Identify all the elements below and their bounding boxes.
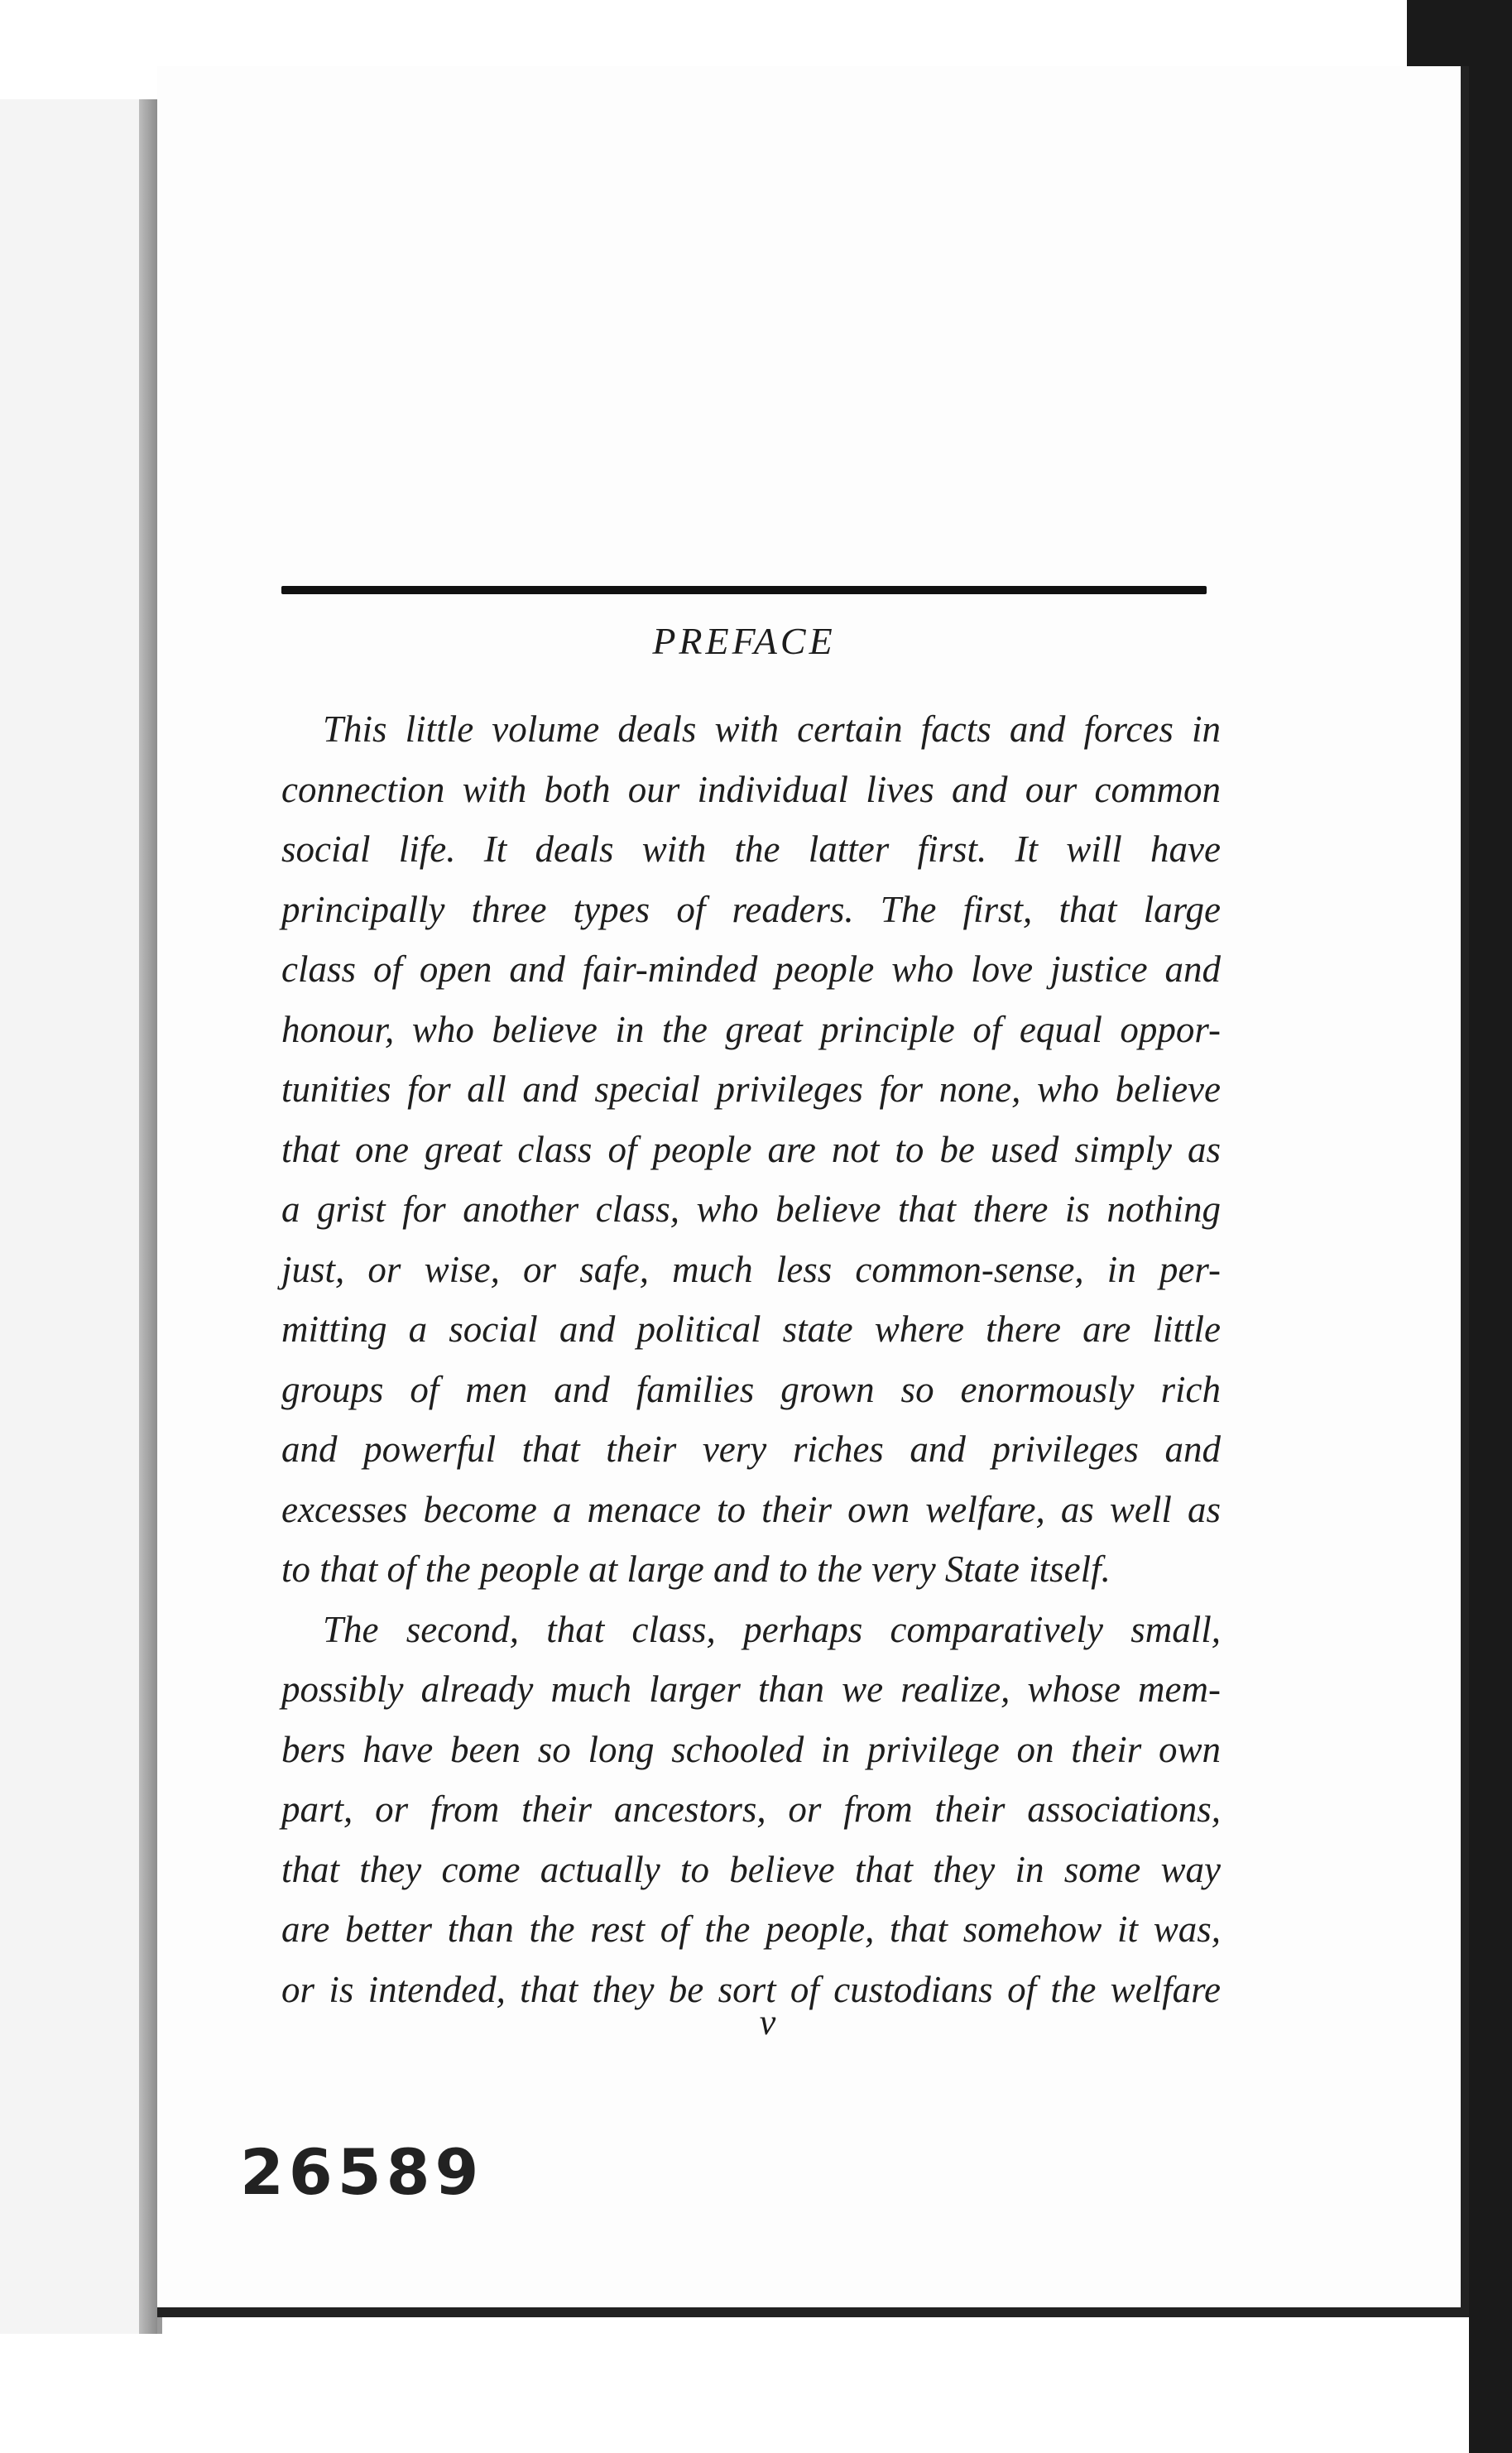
text-line: principally three types of readers. The first, that large [281, 888, 1221, 930]
text-line: to that of the people at large and to the very State itself. [281, 1548, 1111, 1590]
page-title: PREFACE [652, 620, 836, 662]
text-line: a grist for another class, who believe that there is nothing [281, 1188, 1221, 1230]
book-spine [139, 99, 157, 2334]
text-line: possibly already much larger than we realize, whose mem- [281, 1668, 1221, 1710]
text-line: just, or wise, or safe, much less common-sense, in per- [281, 1248, 1221, 1290]
previous-page-edge [0, 99, 162, 2334]
text-line: or is intended, that they be sort of custodians of the welfare [281, 1968, 1221, 2010]
text-line: tunities for all and special privileges for none, who believe [281, 1068, 1221, 1110]
heading-rule [281, 586, 1207, 594]
text-line: and powerful that their very riches and privileges and [281, 1428, 1221, 1470]
text-line: are better than the rest of the people, that somehow it was, [281, 1908, 1221, 1950]
background-edge [1469, 0, 1512, 2453]
text-line: mitting a social and political state where there are little [281, 1308, 1221, 1350]
text-line: bers have been so long schooled in privilege on their own [281, 1728, 1221, 1770]
text-line: groups of men and families grown so enormously rich [281, 1368, 1221, 1410]
text-line: class of open and fair-minded people who love justice and [281, 948, 1221, 990]
text-line: connection with both our individual lives and our common [281, 768, 1221, 810]
text-line: that they come actually to believe that they in some way [281, 1848, 1221, 1890]
text-line: social life. It deals with the latter first. It will have [281, 828, 1221, 870]
text-line: honour, who believe in the great principle of equal oppor- [281, 1008, 1221, 1050]
text-line: The second, that class, perhaps comparatively small, [323, 1608, 1221, 1650]
text-line: that one great class of people are not to be used simply as [281, 1128, 1221, 1170]
accession-stamp: 26589 [240, 2135, 484, 2209]
preface-body [281, 699, 1221, 2019]
text-line: This little volume deals with certain facts and forces in [323, 708, 1221, 750]
text-line: part, or from their ancestors, or from their associations, [281, 1788, 1221, 1830]
text-line: excesses become a menace to their own welfare, as well as [281, 1488, 1221, 1530]
page-number: v [759, 2002, 776, 2043]
